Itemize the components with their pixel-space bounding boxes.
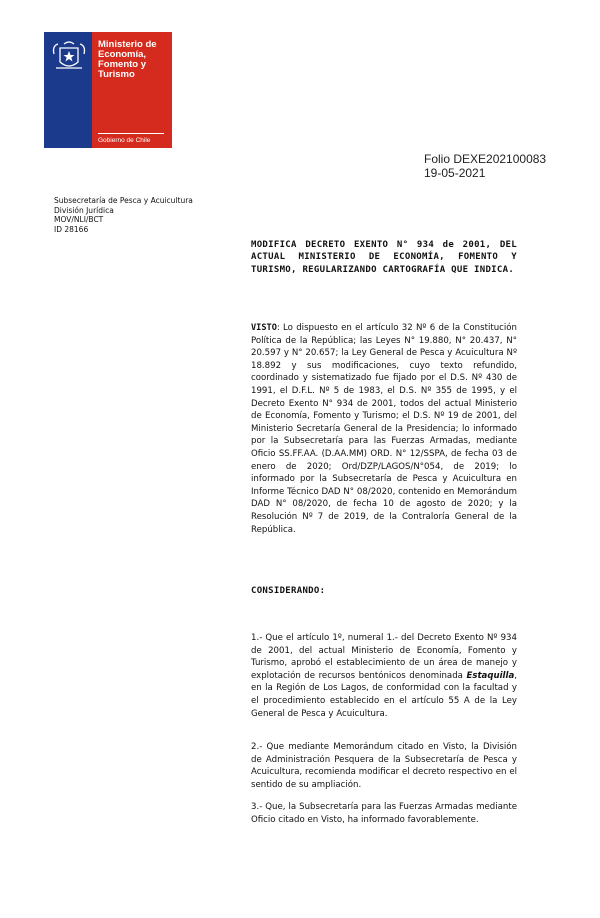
folio-date: 19-05-2021: [424, 166, 486, 180]
folio-number: Folio DEXE202100083: [424, 152, 547, 166]
decree-title: MODIFICA DECRETO EXENTO N° 934 de 2001, DEL ACTUAL MINISTERIO DE ECONOMÍA, FOMENTO Y TURISMO, REGULARIZANDO CARTOGRAFÍA QUE INDICA.: [251, 240, 517, 275]
government-logo: [44, 32, 172, 148]
issuer-line-1: Subsecretaría de Pesca y Acuicultura: [54, 196, 193, 205]
considerando-item-1: [251, 632, 517, 720]
issuer-header: [54, 196, 193, 234]
considerando-heading: CONSIDERANDO:: [251, 586, 326, 596]
issuer-line-4: ID 28166: [54, 224, 89, 234]
coat-of-arms-icon: [50, 40, 88, 74]
ministry-name: Ministerio de Economía, Fomento y Turismo: [98, 39, 157, 80]
visto-label: VISTO: [251, 323, 277, 333]
considerando-item-3: 3.- Que, la Subsecretaría para las Fuerzas Armadas mediante Oficio citado en Visto, ha informado favorablemente.: [251, 802, 517, 825]
area-name: Estaquilla: [466, 670, 515, 681]
visto-paragraph: [251, 322, 517, 536]
logo-divider: [98, 133, 164, 134]
item-1-text-start: 1.- Que el artículo 1º, numeral 1.- del Decreto Exento Nº 934 de 2001, del actual Ministerio de Economía, Fomento y Turismo, aprobó el establecimiento de un área de manejo y explotación de recursos bentónicos denominada: [251, 633, 517, 681]
considerando-item-2: 2.- Que mediante Memorándum citado en Visto, la División de Administración Pesquera de la Subsecretaría de Pesca y Acuicultura, recomienda modificar el decreto respectivo en el sentido de su ampliación.: [251, 742, 517, 790]
issuer-line-3: MOV/NLI/BCT: [54, 215, 104, 224]
visto-text: : Lo dispuesto en el artículo 32 Nº 6 de la Constitución Política de la República; las Leyes N° 19.880, N° 20.437, N° 20.597 y N° 20.657; la Ley General de Pesca y Acuicultura Nº 18.892 y sus modificaciones, cuyo texto refundido, coordinado y sistematizado fue fijado por el D.S. Nº 430 de 1991, el D.F.L. Nº 5 de 1983, el D.S. Nº 355 de 1995, y el Decreto Exento N° 934 de 2001, todos del actual Ministerio de Economía, Fomento y Turismo; el D.S. Nº 19 de 2001, del Ministerio Secretaría General de la Presidencia; lo informado por la Subsecretaría para las Fuerzas Armadas, mediante Oficio SS.FF.AA. (D.AA.MM) ORD. N° 12/SSPA, de fecha 03 de enero de 2020; Ord/DZP/LAGOS/N°054, de 2019; lo informado por la Subsecretaría de Pesca y Acuicultura en Informe Técnico DAD N° 08/2020, contenido en Memorándum DAD N° 08/2020, de fecha 10 de agosto de 2020; y la Resolución Nº 7 de 2019, de la Contraloría General de la República.: [251, 323, 517, 535]
issuer-line-2: División Jurídica: [54, 205, 114, 215]
folio-block: [424, 152, 546, 180]
item-1-text-end: , en la Región de Los Lagos, de conformidad con la facultad y el procedimiento establecido en el artículo 55 A de la Ley General de Pesca y Acuicultura.: [251, 670, 517, 719]
government-label: Gobierno de Chile: [98, 137, 151, 144]
